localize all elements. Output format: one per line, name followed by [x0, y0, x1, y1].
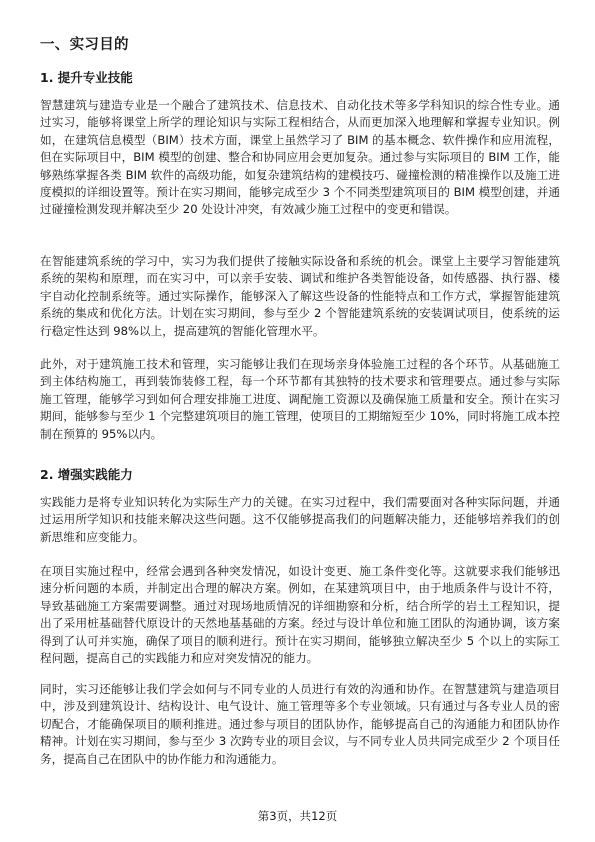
- paragraph: 智慧建筑与建造专业是一个融合了建筑技术、信息技术、自动化技术等多学科知识的综合性专业。通过实习，能够将课堂上所学的理论知识与实际工程相结合，从而更加深入地理解和掌握专业知识。例如，在建筑信息模型（BIM）技术方面，课堂上虽然学习了 BIM 的基本概念、软件操作和应用流程，但在实际项目中，BIM 模型的创建、整合和协同应用会更加复杂。通过参与实际项目的 BIM 工作，能够熟练掌握各类 BIM 软件的高级功能，如复杂建筑结构的建模技巧、碰撞检测的精准操作以及施工进度模拟的详细设置等。预计在实习期间，能够完成至少 3 个不同类型建筑项目的 BIM 模型创建，并通过碰撞检测发现并解决至少 20 处设计冲突，有效减少施工过程中的变更和错误。: [40, 98, 560, 217]
- section-title: 一、实习目的: [40, 37, 129, 53]
- paragraph: 实践能力是将专业知识转化为实际生产力的关键。在实习过程中，我们需要面对各种实际问题，并通过运用所学知识和技能来解决这些问题。这不仅能够提高我们的问题解决能力，还能够培养我们的创新思维和应变能力。: [40, 495, 560, 544]
- paragraph: 在项目实施过程中，经常会遇到各种突发情况，如设计变更、施工条件变化等。这就要求我们能够迅速分析问题的本质，并制定出合理的解决方案。例如，在某建筑项目中，由于地质条件与设计不符，导致基础施工方案需要调整。通过对现场地质情况的详细勘察和分析，结合所学的岩土工程知识，提出了采用桩基础替代原设计的天然地基基础的方案。经过与设计单位和施工团队的沟通协调，该方案得到了认可并实施，确保了项目的顺利进行。预计在实习期间，能够独立解决至少 5 个以上的实际工程问题，提高自己的实践能力和应对突发情况的能力。: [40, 564, 560, 666]
- paragraph: 同时，实习还能够让我们学会如何与不同专业的人员进行有效的沟通和协作。在智慧建筑与建造项目中，涉及到建筑设计、结构设计、电气设计、施工管理等多个专业领域。只有通过与各专业人员的密切配合，才能确保项目的顺利推进。通过参与项目的团队协作，能够提高自己的沟通能力和团队协作精神。计划在实习期间，参与至少 3 次跨专业的项目会议，与不同专业人员共同完成至少 2 个项目任务，提高自己在团队中的协作能力和沟通能力。: [40, 682, 560, 766]
- paragraph: 此外，对于建筑施工技术和管理，实习能够让我们在现场亲身体验施工过程的各个环节。从基础施工到主体结构施工，再到装饰装修工程，每一个环节都有其独特的技术要求和管理要点。通过参与实际施工管理，能够学习到如何合理安排施工进度、调配施工资源以及确保施工质量和安全。预计在实习期间，能够参与至少 1 个完整建筑项目的施工管理，使项目的工期缩短至少 10%，同时将施工成本控制在预算的 95%以内。: [40, 357, 560, 441]
- paragraph: 在智能建筑系统的学习中，实习为我们提供了接触实际设备和系统的机会。课堂上主要学习智能建筑系统的架构和原理，而在实习中，可以亲手安装、调试和维护各类智能设备，如传感器、执行器、楼宇自动化控制系统等。通过实际操作，能够深入了解这些设备的性能特点和工作方式，掌握智能建筑系统的集成和优化方法。计划在实习期间，参与至少 2 个智能建筑系统的安装调试项目，使系统的运行稳定性达到 98%以上，提高建筑的智能化管理水平。: [40, 254, 560, 338]
- page-number-footer: 第3页，共12页: [257, 809, 338, 823]
- subsection-title-practice: 2. 增强实践能力: [40, 467, 133, 482]
- subsection-title-skills: 1. 提升专业技能: [40, 70, 133, 85]
